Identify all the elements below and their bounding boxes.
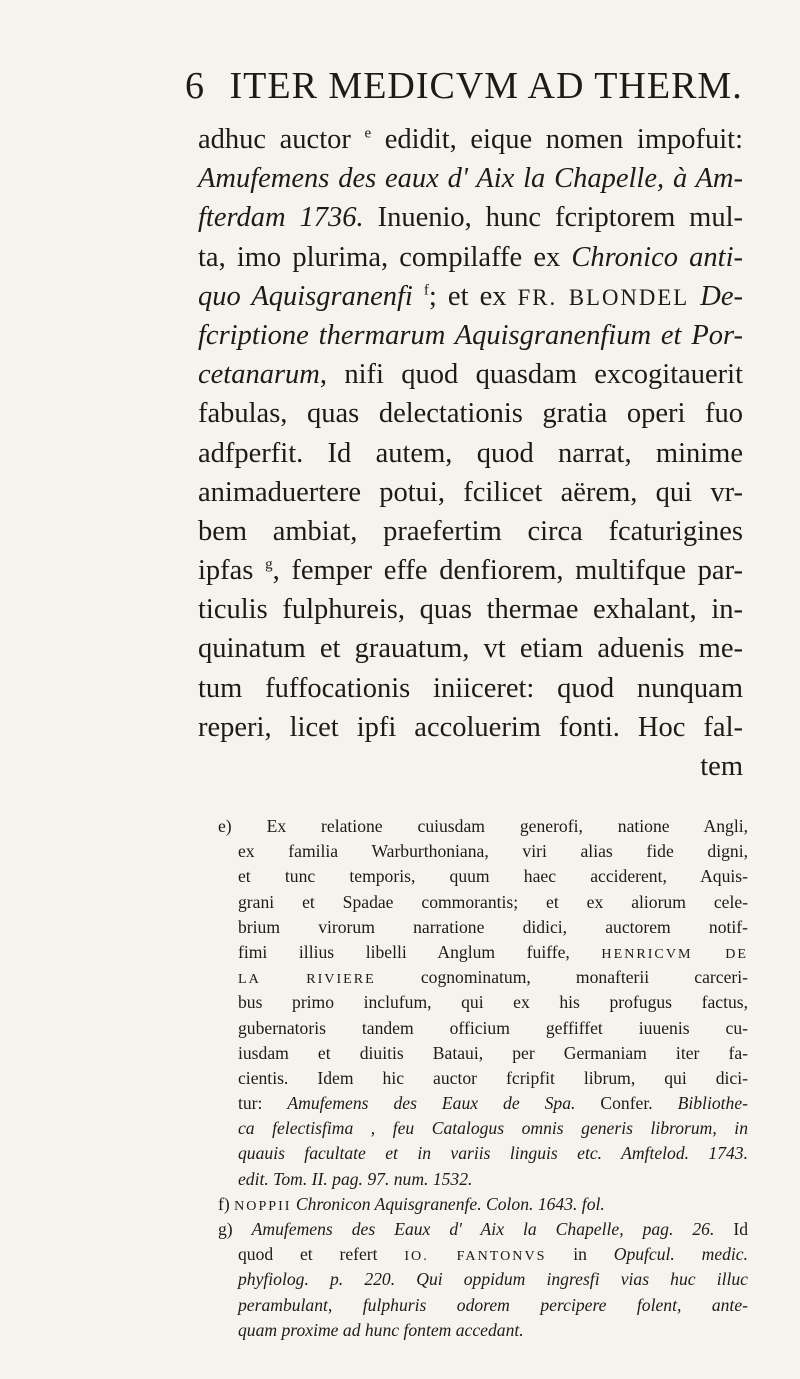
text-segment: ta, imo plurima, compilaffe ex (198, 241, 572, 273)
text-segment: ; et ex (428, 280, 518, 312)
footnote-line (218, 1066, 748, 1091)
footnote-line (218, 1192, 748, 1217)
text-segment: adhuc auctor (198, 124, 365, 155)
text-segment: tum fuffocationis iniiceret: quod nunquam (198, 672, 743, 704)
text-line (198, 394, 743, 433)
text-segment: grani et Spadae commorantis; et ex aliorum cele- (238, 891, 748, 912)
text-segment: LA RIVIERE (238, 971, 376, 988)
text-line (198, 590, 743, 629)
text-line (198, 512, 743, 551)
text-segment: fabulas, quas delectationis gratia operi fuo (198, 398, 743, 430)
running-header (185, 64, 745, 108)
text-segment: adfperfit. Id autem, quod narrat, minime (198, 437, 743, 469)
footnote-line (218, 1167, 748, 1192)
text-segment: tur: (238, 1093, 288, 1114)
text-segment: , nifi quod quasdam excogitauerit (319, 359, 743, 391)
footnote-line (218, 1318, 748, 1343)
text-segment: edidit, eique nomen impofuit: (371, 124, 743, 155)
text-segment: quam proxime ad hunc fontem accedant. (238, 1319, 524, 1340)
footnote-line (218, 990, 748, 1015)
footnote-line (218, 1141, 748, 1166)
text-segment: bem ambiat, praefertim circa fcaturigines (198, 515, 743, 547)
text-line (198, 669, 743, 708)
footnote-line (218, 1217, 748, 1242)
text-segment: Chronico anti- (571, 241, 743, 273)
text-segment: ex familia Warburthoniana, viri alias fide digni, (238, 841, 748, 862)
text-segment: Amufemens des eaux d' Aix la Chapelle, à Am- (198, 163, 743, 195)
text-segment: fterdam 1736. (198, 202, 364, 234)
catchword: tem (700, 751, 743, 782)
text-segment: g) (218, 1219, 252, 1239)
text-segment: fimi illius libelli Anglum fuiffe, (238, 941, 602, 962)
footnote-line (218, 1041, 748, 1066)
text-segment (689, 281, 700, 312)
text-line (198, 629, 743, 668)
text-segment: iusdam et diuitis Bataui, per Germaniam iter fa- (238, 1042, 748, 1063)
text-segment: IO. FANTONVS (404, 1248, 547, 1265)
text-segment: quod et refert (238, 1244, 405, 1265)
footnote-line (218, 915, 748, 940)
text-segment: Confer. (575, 1093, 678, 1114)
text-segment: cetanarum (198, 359, 320, 391)
text-segment: reperi, licet ipfi accoluerim fonti. Hoc fal- (198, 711, 743, 743)
text-segment: f) (218, 1193, 235, 1214)
text-segment: De- (700, 280, 744, 312)
text-line (198, 708, 743, 747)
text-segment: Id (714, 1219, 749, 1239)
text-line (198, 473, 743, 512)
text-segment: gubernatoris tandem officium geffiffet iuuenis cu- (238, 1017, 748, 1038)
text-segment: e) Ex relatione cuiusdam generofi, natione Angli, (218, 816, 748, 836)
footnote-marker: e (364, 125, 372, 142)
text-line (198, 198, 743, 237)
text-line (198, 434, 743, 473)
text-segment: bus primo inclufum, qui ex his profugus factus, (238, 992, 748, 1013)
footnote-line (218, 965, 748, 990)
text-line (198, 120, 743, 159)
text-segment: phyfiolog. p. 220. Qui oppidum ingresfi vias huc illuc (238, 1269, 748, 1290)
footnote-line (218, 839, 748, 864)
page-number: 6 (185, 65, 205, 107)
text-line (198, 316, 743, 355)
text-line (198, 355, 743, 394)
text-segment: Opufcul. medic. (613, 1244, 749, 1265)
footnote-marker: f (423, 282, 429, 299)
text-segment: animaduertere potui, fcilicet aërem, qui vr- (198, 476, 743, 508)
text-segment: ipfas (198, 555, 266, 587)
text-segment: perambulant, fulphuris odorem percipere folent, ante- (238, 1294, 748, 1315)
text-line (198, 551, 743, 590)
footnote-line (218, 1016, 748, 1041)
text-segment: ticulis fulphureis, quas thermae exhalant, in- (198, 594, 743, 626)
footnote-line (218, 1267, 748, 1292)
footnotes (218, 814, 748, 1343)
text-segment: HENRICVM DE (601, 945, 748, 962)
text-segment: in (546, 1244, 614, 1265)
text-segment: quinatum et grauatum, vt etiam aduenis me- (198, 633, 743, 665)
footnote-line (218, 1242, 748, 1267)
footnote-marker: g (265, 556, 273, 573)
text-segment: Amufemens des Eaux d' Aix la Chapelle, pag. 26. (251, 1219, 715, 1239)
text-segment: brium virorum narratione didici, auctorem notif- (238, 916, 748, 937)
text-segment: , femper effe denfiorem, multifque par- (272, 555, 743, 587)
running-title: ITER MEDICVM AD THERM. (229, 65, 743, 107)
text-segment: quauis facultate et in variis linguis etc. Amftelod. 1743. (238, 1143, 748, 1164)
footnote-line (218, 864, 748, 889)
text-segment: cientis. Idem hic auctor fcripfit librum, qui dici- (238, 1067, 748, 1088)
text-segment: et tunc temporis, quum haec acciderent, Aquis- (238, 866, 748, 887)
text-line (198, 159, 743, 198)
text-segment: ca felectisfima , feu Catalogus omnis generis librorum, in (238, 1118, 748, 1139)
text-segment: cognominatum, monafterii carceri- (375, 967, 749, 988)
footnote-line (218, 940, 748, 965)
text-segment: NOPPII (234, 1197, 292, 1214)
text-segment: Bibliothe- (677, 1093, 748, 1114)
text-segment: fcriptione thermarum Aquisgranenfium et Por- (198, 319, 743, 351)
text-segment: FR. BLONDEL (517, 284, 690, 310)
text-line (198, 277, 743, 316)
text-segment: Chronicon Aquisgranenfe. Colon. 1643. fol. (295, 1193, 605, 1214)
text-line (198, 238, 743, 277)
footnote-line (218, 1091, 748, 1116)
footnote-line (218, 814, 748, 839)
main-text (198, 120, 743, 786)
text-segment: Inuenio, hunc fcriptorem mul- (363, 202, 744, 234)
text-segment: quo Aquisgranenfi (198, 280, 413, 312)
footnote-line (218, 1116, 748, 1141)
text-segment (413, 281, 424, 312)
footnote-line (218, 1293, 748, 1318)
text-segment: Amufemens des Eaux de Spa. (287, 1093, 576, 1114)
text-segment: edit. Tom. II. pag. 97. num. 1532. (238, 1168, 473, 1189)
footnote-line (218, 890, 748, 915)
